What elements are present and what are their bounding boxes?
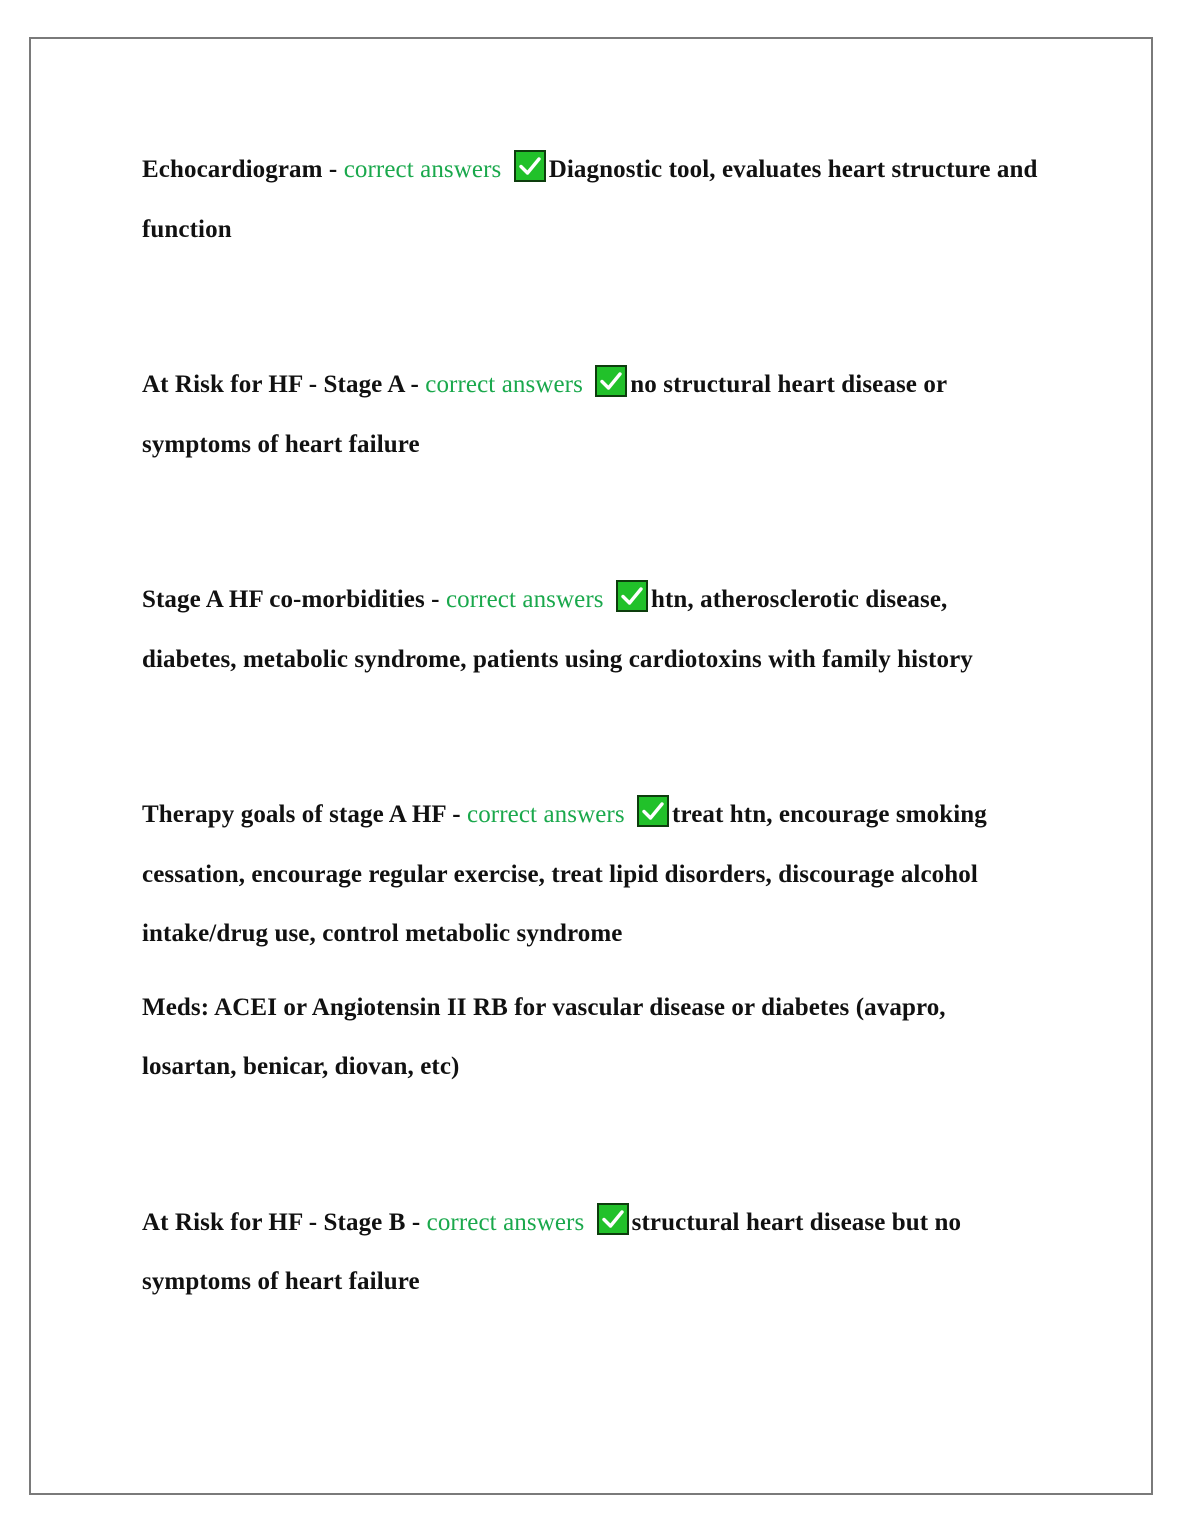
term: At Risk for HF - Stage A bbox=[142, 371, 405, 398]
flashcard-entry-stage-b: At Risk for HF - Stage B - correct answers structural heart disease but no symptoms of heart failure bbox=[142, 1193, 1042, 1312]
answer-label: correct answers bbox=[426, 1208, 585, 1236]
checkmark-icon bbox=[597, 1203, 629, 1235]
answer-label: correct answers bbox=[445, 586, 604, 613]
definition: structural heart disease but no symptoms of heart failure bbox=[142, 1208, 962, 1295]
flashcard-entry-stage-a-therapy-goals: Therapy goals of stage A HF - correct answers treat htn, encourage smoking cessation, encourage regular exercise, treat lipid disorders, discourage alcohol intake/drug use, control metabolic syndrome Meds: ACEI or Angiotensin II RB for vascular disease or diabetes (avapro, losartan, benicar, diovan, etc) bbox=[142, 785, 1042, 1097]
document-page bbox=[29, 37, 1153, 1495]
answer-label: correct answers bbox=[343, 156, 502, 183]
checkmark-icon bbox=[514, 150, 546, 182]
answer-label: correct answers bbox=[467, 801, 625, 828]
answer-label: correct answers bbox=[425, 371, 583, 398]
checkmark-icon bbox=[637, 795, 669, 827]
term: Echocardiogram bbox=[142, 156, 323, 183]
definition: htn, atherosclerotic disease, diabetes, metabolic syndrome, patients using cardiotoxins with family history bbox=[142, 586, 973, 673]
term: Therapy goals of stage A HF bbox=[142, 801, 446, 828]
definition: Diagnostic tool, evaluates heart structure and function bbox=[142, 156, 1038, 243]
checkmark-icon bbox=[595, 365, 627, 397]
term: Stage A HF co-morbidities bbox=[142, 586, 425, 613]
definition: treat htn, encourage smoking cessation, encourage regular exercise, treat lipid disorders, discourage alcohol intake/drug use, control metabolic syndrome bbox=[142, 801, 987, 947]
flashcard-entry-stage-a-comorbidities: Stage A HF co-morbidities - correct answers htn, atherosclerotic disease, diabetes, metabolic syndrome, patients using cardiotoxins with family history bbox=[142, 570, 1042, 689]
flashcard-entry-stage-a: At Risk for HF - Stage A - correct answers no structural heart disease or symptoms of heart failure bbox=[142, 355, 1042, 474]
definition: no structural heart disease or symptoms of heart failure bbox=[142, 371, 947, 458]
flashcard-list bbox=[142, 140, 1042, 1312]
checkmark-icon bbox=[616, 580, 648, 612]
definition-meds-note: Meds: ACEI or Angiotensin II RB for vascular disease or diabetes (avapro, losartan, benicar, diovan, etc) bbox=[142, 993, 946, 1080]
term: At Risk for HF - Stage B bbox=[142, 1208, 406, 1236]
flashcard-entry-echocardiogram: Echocardiogram - correct answers Diagnostic tool, evaluates heart structure and function bbox=[142, 140, 1042, 259]
